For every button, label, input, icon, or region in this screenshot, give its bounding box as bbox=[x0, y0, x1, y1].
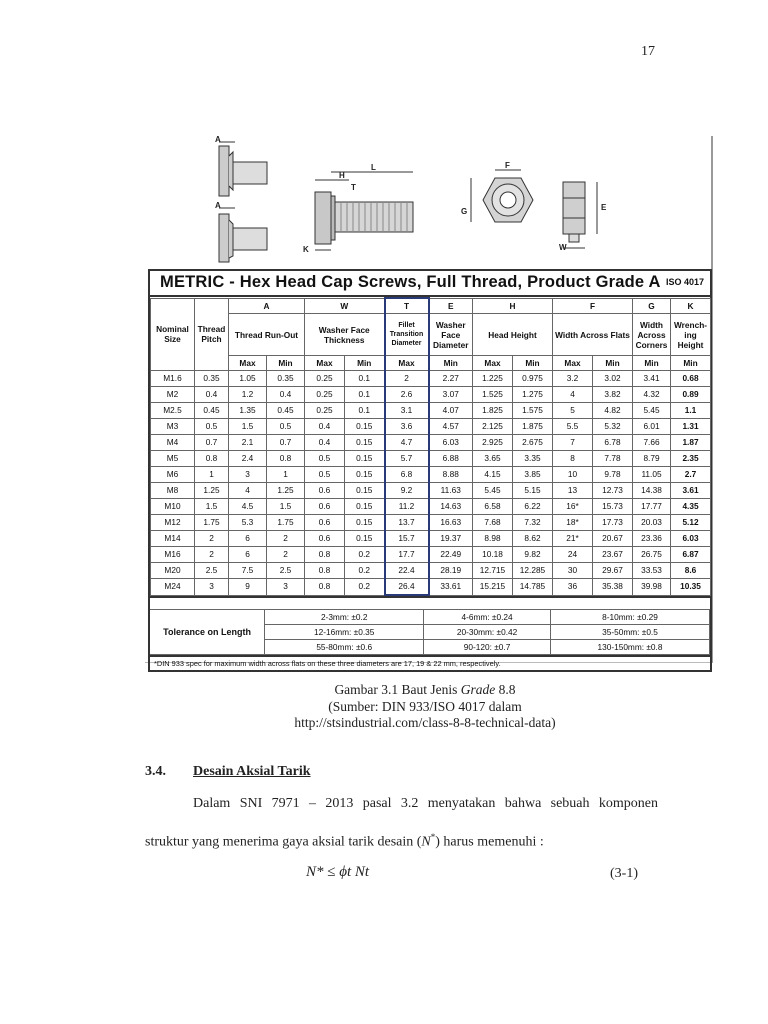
table-cell: 17.77 bbox=[633, 499, 671, 515]
table-cell: 6.03 bbox=[429, 435, 473, 451]
table-cell: 0.68 bbox=[671, 371, 711, 387]
table-cell: 0.2 bbox=[345, 579, 385, 596]
paragraph-2-text: struktur yang menerima gaya aksial tarik desain ( bbox=[145, 834, 422, 850]
table-cell: 19.37 bbox=[429, 531, 473, 547]
table-cell: 3.65 bbox=[473, 451, 513, 467]
table-cell: 0.4 bbox=[195, 387, 229, 403]
table-cell: 1.25 bbox=[267, 483, 305, 499]
table-cell: 1.25 bbox=[195, 483, 229, 499]
table-cell: 9.78 bbox=[593, 467, 633, 483]
table-cell: 4.35 bbox=[671, 499, 711, 515]
table-cell: 0.5 bbox=[305, 451, 345, 467]
table-cell: 0.35 bbox=[267, 371, 305, 387]
dim-label-w: W bbox=[559, 243, 567, 252]
table-cell: 0.5 bbox=[195, 419, 229, 435]
table-cell: 3.82 bbox=[593, 387, 633, 403]
table-cell: 1.825 bbox=[473, 403, 513, 419]
bolt-drawings bbox=[145, 136, 711, 269]
equation-number: (3-1) bbox=[610, 866, 638, 881]
table-row bbox=[151, 547, 711, 563]
table-cell: 0.25 bbox=[305, 371, 345, 387]
table-cell: 0.8 bbox=[267, 451, 305, 467]
table-cell: 1.75 bbox=[267, 515, 305, 531]
table-cell: 14.63 bbox=[429, 499, 473, 515]
header-letter-w: W bbox=[305, 298, 385, 314]
table-cell: 0.6 bbox=[305, 499, 345, 515]
table-cell: 8.62 bbox=[513, 531, 553, 547]
table-cell: 11.2 bbox=[385, 499, 429, 515]
header-letter-g: G bbox=[633, 298, 671, 314]
tolerance-cell: 130-150mm: ±0.8 bbox=[550, 640, 709, 655]
table-cell: 10.18 bbox=[473, 547, 513, 563]
table-cell: 4.07 bbox=[429, 403, 473, 419]
table-cell: 17.73 bbox=[593, 515, 633, 531]
table-cell: 9 bbox=[229, 579, 267, 596]
table-cell: 8 bbox=[553, 451, 593, 467]
header-thread-pitch: Thread Pitch bbox=[195, 298, 229, 371]
table-cell: 5.5 bbox=[553, 419, 593, 435]
table-cell: 7.5 bbox=[229, 563, 267, 579]
table-spacer bbox=[150, 596, 710, 609]
table-row bbox=[151, 531, 711, 547]
table-cell: 0.8 bbox=[195, 451, 229, 467]
table-cell: 23.36 bbox=[633, 531, 671, 547]
hex-top-drawing bbox=[471, 170, 533, 222]
table-cell: 33.53 bbox=[633, 563, 671, 579]
table-row bbox=[151, 371, 711, 387]
table-cell: 13 bbox=[553, 483, 593, 499]
table-cell: 0.1 bbox=[345, 371, 385, 387]
table-cell: 6.03 bbox=[671, 531, 711, 547]
dim-label-k: K bbox=[303, 245, 309, 254]
subheader-cell: Min bbox=[633, 356, 671, 371]
header-fillet-transition-diameter: Fillet Transition Diameter bbox=[385, 314, 429, 356]
dim-label-l: L bbox=[371, 163, 376, 172]
table-cell: 6.01 bbox=[633, 419, 671, 435]
bolt-side-drawing bbox=[315, 172, 413, 250]
table-cell: 26.75 bbox=[633, 547, 671, 563]
table-cell: 0.1 bbox=[345, 403, 385, 419]
header-head-height: Head Height bbox=[473, 314, 553, 356]
table-cell: 5.15 bbox=[513, 483, 553, 499]
subheader-cell: Max bbox=[553, 356, 593, 371]
table-cell: 12.285 bbox=[513, 563, 553, 579]
subheader-cell: Min bbox=[513, 356, 553, 371]
table-cell: 2 bbox=[195, 547, 229, 563]
table-cell: 1.575 bbox=[513, 403, 553, 419]
table-cell: 5.7 bbox=[385, 451, 429, 467]
table-cell: 2.125 bbox=[473, 419, 513, 435]
caption-line-3: http://stsindustrial.com/class-8-8-technical-data) bbox=[294, 715, 556, 730]
nominal-size-cell: M2.5 bbox=[151, 403, 195, 419]
table-cell: 2 bbox=[267, 547, 305, 563]
table-cell: 3.2 bbox=[553, 371, 593, 387]
table-cell: 15.215 bbox=[473, 579, 513, 596]
table-cell: 12.73 bbox=[593, 483, 633, 499]
table-cell: 0.15 bbox=[345, 531, 385, 547]
table-cell: 8.88 bbox=[429, 467, 473, 483]
table-row bbox=[151, 483, 711, 499]
tolerance-cell: 12-16mm: ±0.35 bbox=[265, 625, 424, 640]
nominal-size-cell: M1.6 bbox=[151, 371, 195, 387]
table-cell: 39.98 bbox=[633, 579, 671, 596]
table-cell: 4.57 bbox=[429, 419, 473, 435]
table-cell: 5 bbox=[553, 403, 593, 419]
table-cell: 2.4 bbox=[229, 451, 267, 467]
caption-italic: Grade bbox=[460, 682, 496, 697]
spec-table-title-bar bbox=[150, 271, 710, 297]
table-cell: 0.25 bbox=[305, 403, 345, 419]
table-cell: 36 bbox=[553, 579, 593, 596]
header-washer-face-diameter: Washer Face Diameter bbox=[429, 314, 473, 356]
tolerance-label: Tolerance on Length bbox=[150, 610, 265, 655]
table-cell: 1.2 bbox=[229, 387, 267, 403]
caption-line-2: (Sumber: DIN 933/ISO 4017 dalam bbox=[328, 698, 522, 714]
table-cell: 0.1 bbox=[345, 387, 385, 403]
tolerance-cell: 20-30mm: ±0.42 bbox=[424, 625, 551, 640]
table-cell: 4 bbox=[229, 483, 267, 499]
table-cell: 2.5 bbox=[267, 563, 305, 579]
table-cell: 1.5 bbox=[195, 499, 229, 515]
table-cell: 2.925 bbox=[473, 435, 513, 451]
table-cell: 2.1 bbox=[229, 435, 267, 451]
header-wrenching-height: Wrench-ing Height bbox=[671, 314, 711, 356]
table-cell: 5.32 bbox=[593, 419, 633, 435]
header-letter-h: H bbox=[473, 298, 553, 314]
table-cell: 0.8 bbox=[305, 547, 345, 563]
table-cell: 0.6 bbox=[305, 483, 345, 499]
table-cell: 5.12 bbox=[671, 515, 711, 531]
table-cell: 1.75 bbox=[195, 515, 229, 531]
dim-label-h: H bbox=[339, 171, 345, 180]
table-cell: 0.4 bbox=[267, 387, 305, 403]
table-cell: 9.2 bbox=[385, 483, 429, 499]
table-cell: 0.15 bbox=[345, 419, 385, 435]
paragraph-2-symbol: N bbox=[421, 834, 431, 850]
table-cell: 5.45 bbox=[633, 403, 671, 419]
nominal-size-cell: M8 bbox=[151, 483, 195, 499]
spec-table-title: METRIC - Hex Head Cap Screws, Full Thread, Product Grade A bbox=[160, 273, 661, 291]
dimension-rows bbox=[151, 371, 711, 596]
table-cell: 3.41 bbox=[633, 371, 671, 387]
spec-table bbox=[148, 269, 712, 672]
table-cell: 0.25 bbox=[305, 387, 345, 403]
table-cell: 8.6 bbox=[671, 563, 711, 579]
subheader-cell: Min bbox=[671, 356, 711, 371]
table-cell: 10.35 bbox=[671, 579, 711, 596]
table-cell: 0.8 bbox=[305, 563, 345, 579]
paragraph-1: Dalam SNI 7971 – 2013 pasal 3.2 menyatakan bahwa sebuah komponen bbox=[193, 796, 658, 811]
table-cell: 3.02 bbox=[593, 371, 633, 387]
table-cell: 2.5 bbox=[195, 563, 229, 579]
table-cell: 5.45 bbox=[473, 483, 513, 499]
table-cell: 0.4 bbox=[305, 419, 345, 435]
table-cell: 20.67 bbox=[593, 531, 633, 547]
nominal-size-cell: M6 bbox=[151, 467, 195, 483]
table-cell: 1.05 bbox=[229, 371, 267, 387]
table-cell: 8.79 bbox=[633, 451, 671, 467]
table-cell: 2 bbox=[267, 531, 305, 547]
table-cell: 1 bbox=[267, 467, 305, 483]
table-cell: 3.85 bbox=[513, 467, 553, 483]
header-thread-run-out: Thread Run-Out bbox=[229, 314, 305, 356]
table-row bbox=[151, 499, 711, 515]
subheader-cell: Min bbox=[345, 356, 385, 371]
table-cell: 6.8 bbox=[385, 467, 429, 483]
table-cell: 2 bbox=[385, 371, 429, 387]
table-cell: 0.15 bbox=[345, 467, 385, 483]
nominal-size-cell: M20 bbox=[151, 563, 195, 579]
page-number: 17 bbox=[641, 44, 655, 59]
table-cell: 1.31 bbox=[671, 419, 711, 435]
table-cell: 1.87 bbox=[671, 435, 711, 451]
head-profile-drawing-top bbox=[219, 142, 267, 196]
caption-prefix: Gambar 3.1 Baut Jenis bbox=[334, 682, 461, 697]
dimension-grid bbox=[150, 297, 711, 596]
table-cell: 0.7 bbox=[195, 435, 229, 451]
table-row bbox=[151, 451, 711, 467]
table-cell: 7.78 bbox=[593, 451, 633, 467]
table-cell: 1.5 bbox=[267, 499, 305, 515]
head-profile-drawing-bottom bbox=[219, 208, 267, 262]
table-cell: 3.6 bbox=[385, 419, 429, 435]
table-cell: 35.38 bbox=[593, 579, 633, 596]
table-cell: 6.78 bbox=[593, 435, 633, 451]
table-cell: 9.82 bbox=[513, 547, 553, 563]
table-cell: 0.8 bbox=[305, 579, 345, 596]
table-cell: 11.63 bbox=[429, 483, 473, 499]
table-cell: 3.61 bbox=[671, 483, 711, 499]
table-cell: 7.32 bbox=[513, 515, 553, 531]
nominal-size-cell: M10 bbox=[151, 499, 195, 515]
table-cell: 8.98 bbox=[473, 531, 513, 547]
nominal-size-cell: M3 bbox=[151, 419, 195, 435]
table-cell: 11.05 bbox=[633, 467, 671, 483]
table-cell: 7.68 bbox=[473, 515, 513, 531]
table-cell: 6.22 bbox=[513, 499, 553, 515]
table-cell: 3 bbox=[229, 467, 267, 483]
table-cell: 24 bbox=[553, 547, 593, 563]
table-cell: 3 bbox=[195, 579, 229, 596]
figure-caption bbox=[145, 682, 705, 732]
nominal-size-cell: M2 bbox=[151, 387, 195, 403]
table-row bbox=[151, 563, 711, 579]
caption-suffix: 8.8 bbox=[495, 682, 516, 697]
paragraph-2-sup: * bbox=[430, 832, 436, 842]
dim-label-t: T bbox=[351, 183, 356, 192]
header-nominal-size: Nominal Size bbox=[151, 298, 195, 371]
table-cell: 0.45 bbox=[195, 403, 229, 419]
table-cell: 0.4 bbox=[305, 435, 345, 451]
table-cell: 0.2 bbox=[345, 547, 385, 563]
dim-label-f: F bbox=[505, 161, 510, 170]
table-row bbox=[151, 387, 711, 403]
table-cell: 0.2 bbox=[345, 563, 385, 579]
table-cell: 0.7 bbox=[267, 435, 305, 451]
bolt-specification-figure bbox=[145, 136, 713, 668]
header-letter-t: T bbox=[385, 298, 429, 314]
table-cell: 3.1 bbox=[385, 403, 429, 419]
table-cell: 18* bbox=[553, 515, 593, 531]
header-width-across-corners: Width Across Corners bbox=[633, 314, 671, 356]
table-cell: 14.785 bbox=[513, 579, 553, 596]
table-cell: 0.15 bbox=[345, 515, 385, 531]
table-cell: 17.7 bbox=[385, 547, 429, 563]
header-letter-f: F bbox=[553, 298, 633, 314]
table-cell: 23.67 bbox=[593, 547, 633, 563]
table-cell: 28.19 bbox=[429, 563, 473, 579]
iso-badge: ISO 4017 bbox=[665, 277, 704, 287]
table-cell: 1.1 bbox=[671, 403, 711, 419]
table-cell: 0.45 bbox=[267, 403, 305, 419]
caption-line-1 bbox=[145, 682, 705, 699]
table-cell: 6 bbox=[229, 531, 267, 547]
nominal-size-cell: M24 bbox=[151, 579, 195, 596]
table-cell: 0.15 bbox=[345, 483, 385, 499]
table-cell: 3.07 bbox=[429, 387, 473, 403]
table-row bbox=[151, 419, 711, 435]
tolerance-cell: 2-3mm: ±0.2 bbox=[265, 610, 424, 625]
subheader-cell: Max bbox=[473, 356, 513, 371]
table-cell: 0.5 bbox=[305, 467, 345, 483]
table-cell: 21* bbox=[553, 531, 593, 547]
table-cell: 0.35 bbox=[195, 371, 229, 387]
table-cell: 2.7 bbox=[671, 467, 711, 483]
paragraph-2-text-end: ) harus memenuhi : bbox=[435, 834, 544, 850]
table-cell: 14.38 bbox=[633, 483, 671, 499]
table-cell: 2.35 bbox=[671, 451, 711, 467]
table-cell: 4.15 bbox=[473, 467, 513, 483]
table-cell: 1.225 bbox=[473, 371, 513, 387]
table-cell: 3 bbox=[267, 579, 305, 596]
table-cell: 22.4 bbox=[385, 563, 429, 579]
dim-label-e: E bbox=[601, 203, 607, 212]
table-cell: 6 bbox=[229, 547, 267, 563]
table-cell: 1.525 bbox=[473, 387, 513, 403]
section-number: 3.4. bbox=[145, 764, 166, 779]
dim-label-a-top: A bbox=[215, 136, 221, 144]
table-cell: 4.32 bbox=[633, 387, 671, 403]
table-cell: 1.35 bbox=[229, 403, 267, 419]
table-cell: 1.275 bbox=[513, 387, 553, 403]
table-cell: 5.3 bbox=[229, 515, 267, 531]
table-cell: 2.675 bbox=[513, 435, 553, 451]
table-cell: 0.15 bbox=[345, 499, 385, 515]
table-cell: 12.715 bbox=[473, 563, 513, 579]
tolerance-cell: 90-120: ±0.7 bbox=[424, 640, 551, 655]
table-cell: 7 bbox=[553, 435, 593, 451]
table-cell: 6.88 bbox=[429, 451, 473, 467]
table-row bbox=[151, 467, 711, 483]
table-cell: 4.82 bbox=[593, 403, 633, 419]
subheader-cell: Max bbox=[229, 356, 267, 371]
header-washer-face-thickness: Washer Face Thickness bbox=[305, 314, 385, 356]
table-cell: 2 bbox=[195, 531, 229, 547]
header-letter-e: E bbox=[429, 298, 473, 314]
table-cell: 15.73 bbox=[593, 499, 633, 515]
table-cell: 16.63 bbox=[429, 515, 473, 531]
table-cell: 16* bbox=[553, 499, 593, 515]
table-row bbox=[151, 403, 711, 419]
table-cell: 6.87 bbox=[671, 547, 711, 563]
table-cell: 7.66 bbox=[633, 435, 671, 451]
table-cell: 33.61 bbox=[429, 579, 473, 596]
subheader-cell: Min bbox=[593, 356, 633, 371]
table-cell: 26.4 bbox=[385, 579, 429, 596]
tolerance-cell: 4-6mm: ±0.24 bbox=[424, 610, 551, 625]
table-cell: 0.5 bbox=[267, 419, 305, 435]
nominal-size-cell: M12 bbox=[151, 515, 195, 531]
hex-side-drawing bbox=[563, 182, 597, 248]
subheader-cell: Max bbox=[305, 356, 345, 371]
table-cell: 3.35 bbox=[513, 451, 553, 467]
section-heading bbox=[145, 764, 311, 780]
table-cell: 1.5 bbox=[229, 419, 267, 435]
tolerance-cell: 35-50mm: ±0.5 bbox=[550, 625, 709, 640]
dim-label-g: G bbox=[461, 207, 468, 216]
nominal-size-cell: M16 bbox=[151, 547, 195, 563]
table-cell: 0.89 bbox=[671, 387, 711, 403]
dim-label-a-bottom: A bbox=[215, 201, 221, 210]
table-cell: 13.7 bbox=[385, 515, 429, 531]
table-cell: 15.7 bbox=[385, 531, 429, 547]
table-cell: 0.975 bbox=[513, 371, 553, 387]
paragraph-2 bbox=[145, 832, 658, 851]
tolerance-cell: 55-80mm: ±0.6 bbox=[265, 640, 424, 655]
table-cell: 4.7 bbox=[385, 435, 429, 451]
table-cell: 4 bbox=[553, 387, 593, 403]
table-cell: 2.6 bbox=[385, 387, 429, 403]
table-cell: 0.15 bbox=[345, 451, 385, 467]
table-cell: 22.49 bbox=[429, 547, 473, 563]
section-title: Desain Aksial Tarik bbox=[193, 764, 311, 779]
table-cell: 0.6 bbox=[305, 531, 345, 547]
table-row bbox=[151, 515, 711, 531]
table-cell: 1.875 bbox=[513, 419, 553, 435]
table-footnote: *DIN 933 spec for maximum width across flats on these three diameters are 17, 19 & 22 mm, respectively. bbox=[150, 655, 710, 670]
tolerance-cell: 8-10mm: ±0.29 bbox=[550, 610, 709, 625]
table-cell: 20.03 bbox=[633, 515, 671, 531]
nominal-size-cell: M4 bbox=[151, 435, 195, 451]
table-row bbox=[151, 579, 711, 596]
subheader-cell: Min bbox=[267, 356, 305, 371]
subheader-cell: Max bbox=[385, 356, 429, 371]
header-width-across-flats: Width Across Flats bbox=[553, 314, 633, 356]
table-row bbox=[151, 435, 711, 451]
equation: N* ≤ ϕt Nt bbox=[306, 864, 370, 880]
subheader-cell: Min bbox=[429, 356, 473, 371]
nominal-size-cell: M14 bbox=[151, 531, 195, 547]
table-cell: 6.58 bbox=[473, 499, 513, 515]
table-cell: 30 bbox=[553, 563, 593, 579]
table-cell: 2.27 bbox=[429, 371, 473, 387]
table-cell: 0.6 bbox=[305, 515, 345, 531]
table-cell: 0.15 bbox=[345, 435, 385, 451]
nominal-size-cell: M5 bbox=[151, 451, 195, 467]
header-letter-k: K bbox=[671, 298, 711, 314]
table-cell: 4.5 bbox=[229, 499, 267, 515]
table-cell: 29.67 bbox=[593, 563, 633, 579]
table-cell: 1 bbox=[195, 467, 229, 483]
tolerance-table bbox=[150, 609, 710, 655]
header-letter-a: A bbox=[229, 298, 305, 314]
table-cell: 10 bbox=[553, 467, 593, 483]
